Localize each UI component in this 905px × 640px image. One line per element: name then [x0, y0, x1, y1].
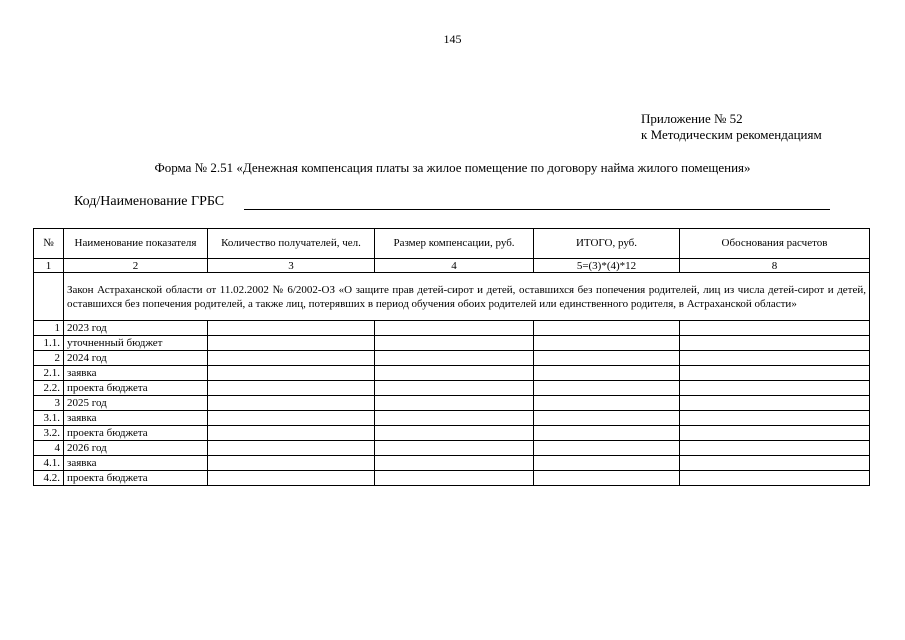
row-number-cell: 3 — [34, 396, 64, 411]
empty-value-cell[interactable] — [680, 456, 870, 471]
empty-value-cell[interactable] — [208, 411, 375, 426]
table-header-row — [34, 229, 870, 259]
header-cell: Обоснования расчетов — [680, 229, 870, 259]
column-number-cell: 3 — [208, 259, 375, 273]
empty-value-cell[interactable] — [208, 321, 375, 336]
empty-value-cell[interactable] — [680, 471, 870, 486]
appendix-line-2: к Методическим рекомендациям — [641, 127, 822, 142]
table-row — [34, 351, 870, 366]
empty-value-cell[interactable] — [375, 396, 534, 411]
empty-value-cell[interactable] — [534, 471, 680, 486]
column-number-cell: 8 — [680, 259, 870, 273]
appendix-caption — [641, 111, 822, 143]
empty-value-cell[interactable] — [375, 426, 534, 441]
header-cell: № — [34, 229, 64, 259]
empty-value-cell[interactable] — [680, 411, 870, 426]
row-name-cell: проекта бюджета — [64, 381, 208, 396]
empty-value-cell[interactable] — [680, 336, 870, 351]
row-number-cell: 4 — [34, 441, 64, 456]
empty-value-cell[interactable] — [208, 351, 375, 366]
empty-value-cell[interactable] — [680, 381, 870, 396]
empty-value-cell[interactable] — [534, 366, 680, 381]
empty-value-cell[interactable] — [375, 411, 534, 426]
column-number-row — [34, 259, 870, 273]
empty-value-cell[interactable] — [534, 351, 680, 366]
empty-value-cell[interactable] — [208, 366, 375, 381]
empty-value-cell[interactable] — [375, 321, 534, 336]
empty-value-cell[interactable] — [680, 441, 870, 456]
row-name-cell: проекта бюджета — [64, 471, 208, 486]
empty-value-cell[interactable] — [375, 336, 534, 351]
table-row — [34, 396, 870, 411]
table-row — [34, 336, 870, 351]
row-number-cell: 4.2. — [34, 471, 64, 486]
form-title: Форма № 2.51 «Денежная компенсация платы за жилое помещение по договору найма жилого помещения» — [154, 160, 751, 175]
grbs-label: Код/Наименование ГРБС — [74, 194, 225, 209]
row-name-cell: 2026 год — [64, 441, 208, 456]
header-cell: Размер компенсации, руб. — [375, 229, 534, 259]
column-number-cell: 2 — [64, 259, 208, 273]
empty-value-cell[interactable] — [680, 366, 870, 381]
row-name-cell: уточненный бюджет — [64, 336, 208, 351]
empty-value-cell[interactable] — [375, 441, 534, 456]
table-row — [34, 381, 870, 396]
row-name-cell: заявка — [64, 456, 208, 471]
empty-value-cell[interactable] — [534, 441, 680, 456]
appendix-line-1: Приложение № 52 — [641, 111, 743, 126]
empty-value-cell[interactable] — [534, 411, 680, 426]
empty-value-cell[interactable] — [208, 426, 375, 441]
column-number-cell: 5=(3)*(4)*12 — [534, 259, 680, 273]
row-name-cell: проекта бюджета — [64, 426, 208, 441]
row-number-cell: 3.1. — [34, 411, 64, 426]
row-name-cell: 2024 год — [64, 351, 208, 366]
empty-value-cell[interactable] — [534, 426, 680, 441]
row-number-cell: 2 — [34, 351, 64, 366]
row-name-cell: заявка — [64, 411, 208, 426]
empty-value-cell[interactable] — [680, 351, 870, 366]
empty-value-cell[interactable] — [680, 396, 870, 411]
header-cell: ИТОГО, руб. — [534, 229, 680, 259]
empty-value-cell[interactable] — [208, 456, 375, 471]
table-row — [34, 411, 870, 426]
empty-value-cell[interactable] — [208, 336, 375, 351]
table-row — [34, 426, 870, 441]
empty-value-cell[interactable] — [375, 351, 534, 366]
law-num-cell — [34, 273, 64, 321]
row-number-cell: 2.2. — [34, 381, 64, 396]
table-row — [34, 366, 870, 381]
row-number-cell: 4.1. — [34, 456, 64, 471]
empty-value-cell[interactable] — [680, 426, 870, 441]
law-row — [34, 273, 870, 321]
row-name-cell: заявка — [64, 366, 208, 381]
empty-value-cell[interactable] — [534, 321, 680, 336]
row-name-cell: 2025 год — [64, 396, 208, 411]
empty-value-cell[interactable] — [208, 381, 375, 396]
empty-value-cell[interactable] — [208, 471, 375, 486]
table-row — [34, 471, 870, 486]
law-text: Закон Астраханской области от 11.02.2002 № 6/2002-ОЗ «О защите прав детей-сирот и детей, оставшихся без попечения родителей, лиц из числа детей-сирот и детей, оставшихся без попечения родителей, а также лиц, потерявших в период обучения обоих родителей или единственного родителя, в Астраханской области» — [64, 273, 870, 321]
empty-value-cell[interactable] — [375, 456, 534, 471]
grbs-fill-line — [244, 209, 830, 210]
column-number-cell: 1 — [34, 259, 64, 273]
empty-value-cell[interactable] — [208, 441, 375, 456]
table-row — [34, 441, 870, 456]
header-cell: Наименование показателя — [64, 229, 208, 259]
empty-value-cell[interactable] — [375, 381, 534, 396]
empty-value-cell[interactable] — [534, 456, 680, 471]
row-name-cell: 2023 год — [64, 321, 208, 336]
empty-value-cell[interactable] — [375, 471, 534, 486]
table-row — [34, 456, 870, 471]
empty-value-cell[interactable] — [534, 396, 680, 411]
header-cell: Количество получателей, чел. — [208, 229, 375, 259]
page-number: 145 — [443, 32, 462, 46]
empty-value-cell[interactable] — [208, 396, 375, 411]
row-number-cell: 1 — [34, 321, 64, 336]
row-number-cell: 1.1. — [34, 336, 64, 351]
empty-value-cell[interactable] — [534, 381, 680, 396]
empty-value-cell[interactable] — [680, 321, 870, 336]
empty-value-cell[interactable] — [375, 366, 534, 381]
column-number-cell: 4 — [375, 259, 534, 273]
row-number-cell: 3.2. — [34, 426, 64, 441]
compensation-table — [33, 228, 870, 486]
table-row — [34, 321, 870, 336]
row-number-cell: 2.1. — [34, 366, 64, 381]
empty-value-cell[interactable] — [534, 336, 680, 351]
